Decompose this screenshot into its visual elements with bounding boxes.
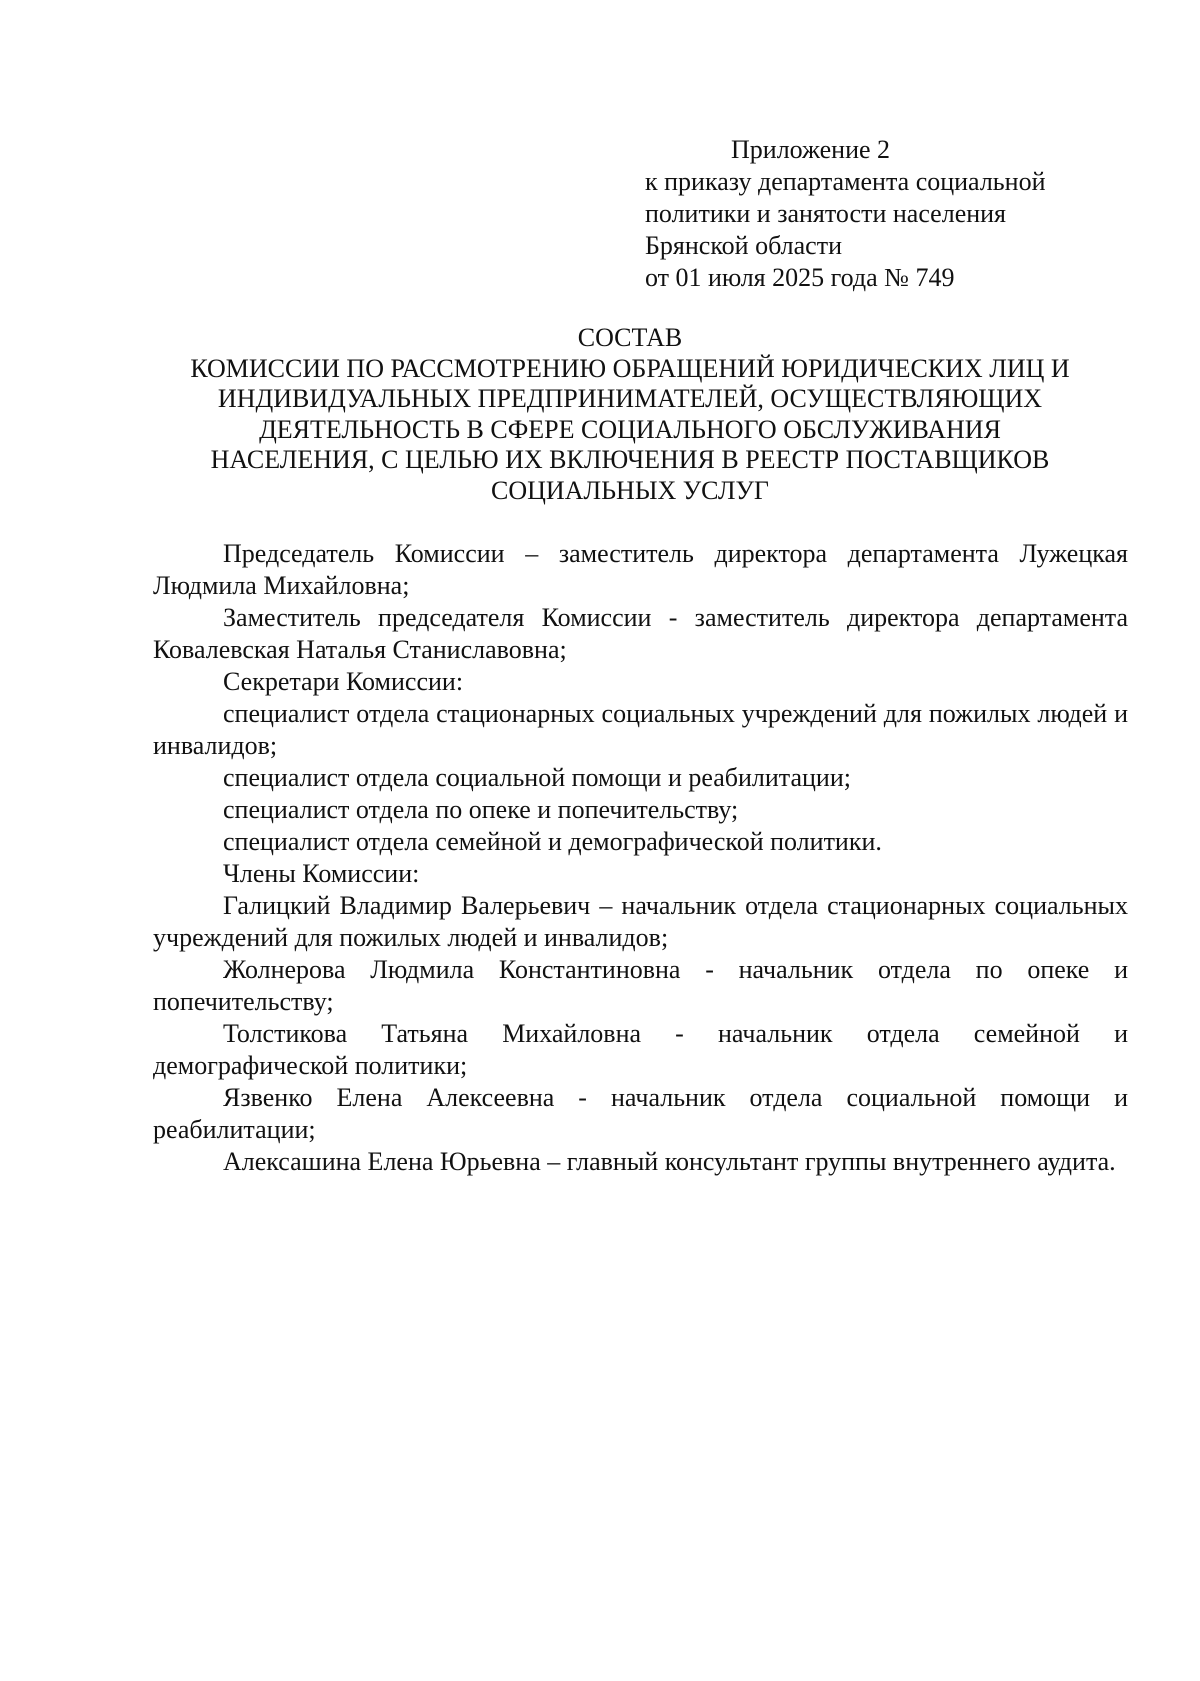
appendix-header	[645, 134, 1115, 294]
title-line: СОЦИАЛЬНЫХ УСЛУГ	[491, 475, 769, 505]
member-item: Галицкий Владимир Валерьевич – начальник отдела стационарных социальных учреждений для пожилых людей и инвалидов;	[153, 891, 1128, 952]
member-item: Алексашина Елена Юрьевна – главный консультант группы внутреннего аудита.	[223, 1147, 1116, 1176]
secretary-item: специалист отдела семейной и демографической политики.	[223, 827, 882, 856]
appendix-department-line: политики и занятости населения	[645, 199, 1007, 228]
chairman-paragraph: Председатель Комиссии – заместитель директора департамента Лужецкая Людмила Михайловна;	[153, 539, 1128, 600]
document-title	[150, 323, 1110, 506]
secretary-item: специалист отдела по опеке и попечительству;	[223, 795, 739, 824]
title-line: КОМИССИИ ПО РАССМОТРЕНИЮ ОБРАЩЕНИЙ ЮРИДИЧЕСКИХ ЛИЦ И	[190, 353, 1070, 383]
title-line: ДЕЯТЕЛЬНОСТЬ В СФЕРЕ СОЦИАЛЬНОГО ОБСЛУЖИВАНИЯ	[259, 414, 1001, 444]
title-line: ИНДИВИДУАЛЬНЫХ ПРЕДПРИНИМАТЕЛЕЙ, ОСУЩЕСТВЛЯЮЩИХ	[217, 384, 1043, 413]
secretary-item: специалист отдела социальной помощи и реабилитации;	[223, 763, 851, 792]
appendix-region-line: Брянской области	[645, 231, 842, 260]
appendix-number: Приложение 2	[731, 135, 891, 164]
deputy-chairman-paragraph: Заместитель председателя Комиссии - заместитель директора департамента Ковалевская Наталья Станиславовна;	[153, 603, 1128, 664]
title-line: НАСЕЛЕНИЯ, С ЦЕЛЬЮ ИХ ВКЛЮЧЕНИЯ В РЕЕСТР ПОСТАВЩИКОВ	[210, 445, 1050, 474]
secretary-item: специалист отдела стационарных социальных учреждений для пожилых людей и инвалидов;	[153, 699, 1128, 760]
appendix-order-line: к приказу департамента социальной	[645, 167, 1046, 196]
member-item: Толстикова Татьяна Михайловна - начальник отдела семейной и демографической политики;	[153, 1019, 1128, 1080]
appendix-date-number: от 01 июля 2025 года № 749	[645, 263, 955, 292]
secretaries-heading: Секретари Комиссии:	[223, 667, 464, 696]
member-item: Язвенко Елена Алексеевна - начальник отдела социальной помощи и реабилитации;	[153, 1083, 1128, 1144]
member-item: Жолнерова Людмила Константиновна - начальник отдела по опеке и попечительству;	[153, 955, 1128, 1016]
title-heading: СОСТАВ	[577, 323, 683, 352]
members-heading: Члены Комиссии:	[223, 859, 420, 888]
commission-composition	[153, 538, 1128, 1178]
